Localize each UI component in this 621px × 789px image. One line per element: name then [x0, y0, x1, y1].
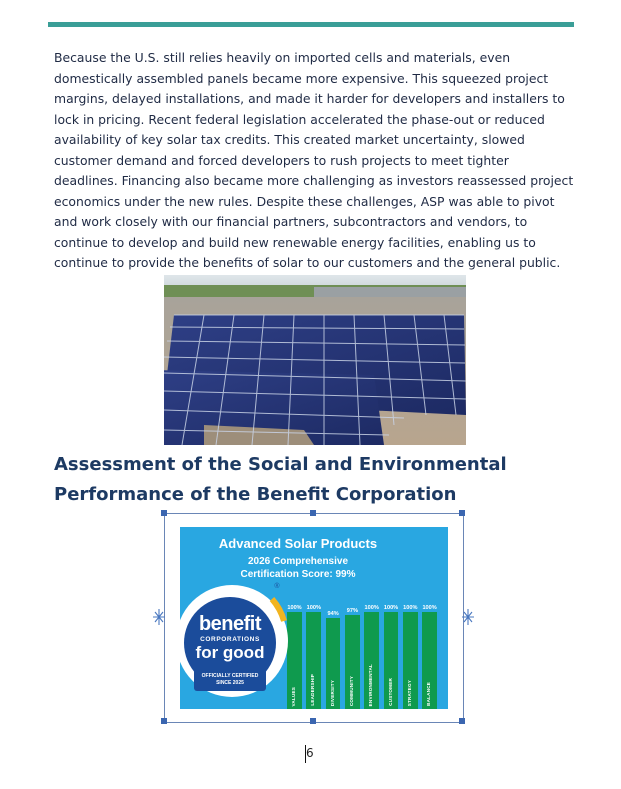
body-paragraph: Because the U.S. still relies heavily on imported cells and materials, even domestically assembled panels became more expensive. This squeezed project margins, delayed installations, and made it harder for developers and installers to lock in pricing. Recent federal legislation accelerated the phase-out or reduced availability of key solar tax credits. This created market uncertainty, slowed customer demand and forced developers to rush projects to meet tighter deadlines. Financing also became more challenging as investors reassessed project economics under the new rules. Despite these challenges, ASP was able to pivot and work closely with our financial partners, subcontractors and vendors, to continue to develop and build new renewable energy facilities, enabling us to continue to provide the benefits of solar to our customers and the general public. [54, 50, 574, 270]
solar-array-photo [164, 275, 466, 445]
bar-value-label: 97% [346, 607, 358, 614]
bar-diversity [326, 602, 341, 709]
logo-officially-certified: OFFICIALLY CERTIFIED [201, 673, 259, 679]
logo-registered-mark: ® [274, 583, 280, 590]
resize-handle-bottom-left[interactable] [161, 718, 167, 724]
score-bar-chart [287, 600, 447, 709]
resize-handle-top-left[interactable] [161, 510, 167, 516]
bcorp-logo [180, 581, 288, 709]
infographic-subtitle-line2: Certification Score: 99% [240, 569, 356, 580]
bar-category-label: BALANCE [426, 682, 432, 706]
bar-customer [384, 602, 399, 709]
infographic-title: Advanced Solar Products [218, 536, 378, 551]
infographic-subtitle [180, 555, 416, 581]
bar-category-label: LEADERSHIP [310, 674, 316, 706]
bar-value-label: 100% [287, 605, 302, 611]
bar-strategy [403, 602, 418, 709]
infographic-subtitle-line1: 2026 Comprehensive [247, 556, 349, 567]
bar-value-label: 100% [306, 605, 321, 611]
bar-value-label: 100% [403, 605, 418, 611]
bar-category-label: DIVERSITY [329, 679, 335, 706]
page-number: 6 [306, 746, 314, 760]
resize-handle-top[interactable] [310, 510, 316, 516]
top-accent-rule [48, 22, 574, 27]
resize-handle-bottom[interactable] [310, 718, 316, 724]
logo-since-year: SINCE 2025 [216, 680, 244, 686]
bar-value-label: 100% [364, 605, 379, 611]
bar-category-label: COMMUNITY [348, 675, 354, 706]
solar-array-illustration [164, 275, 466, 445]
bar-category-label: ENVIRONMENTAL [368, 663, 374, 706]
logo-word-benefit: benefit [198, 613, 262, 635]
bar-value-label: 100% [383, 605, 399, 611]
bar-leadership [306, 602, 321, 709]
bar-environmental [364, 602, 379, 709]
bar-category-label: STRATEGY [406, 679, 412, 706]
bar-values [287, 602, 302, 709]
bar-category-label: CUSTOMER [387, 678, 393, 706]
section-heading: Assessment of the Social and Environmental Performance of the Benefit Corporation [54, 454, 507, 505]
bar-value-label: 100% [422, 605, 437, 611]
bar-community [345, 602, 360, 709]
certification-infographic [180, 527, 448, 709]
resize-handle-bottom-right[interactable] [459, 718, 465, 724]
logo-for-good: for good [195, 643, 265, 662]
logo-corporations: CORPORATIONS [200, 636, 260, 643]
resize-handle-top-right[interactable] [459, 510, 465, 516]
bar-category-label: VALUES [291, 686, 296, 706]
bar-balance [422, 602, 437, 709]
right-rotate-flourish-icon[interactable] [461, 608, 475, 626]
bar-value-label: 94% [327, 610, 339, 617]
left-rotate-flourish-icon[interactable] [152, 608, 166, 626]
